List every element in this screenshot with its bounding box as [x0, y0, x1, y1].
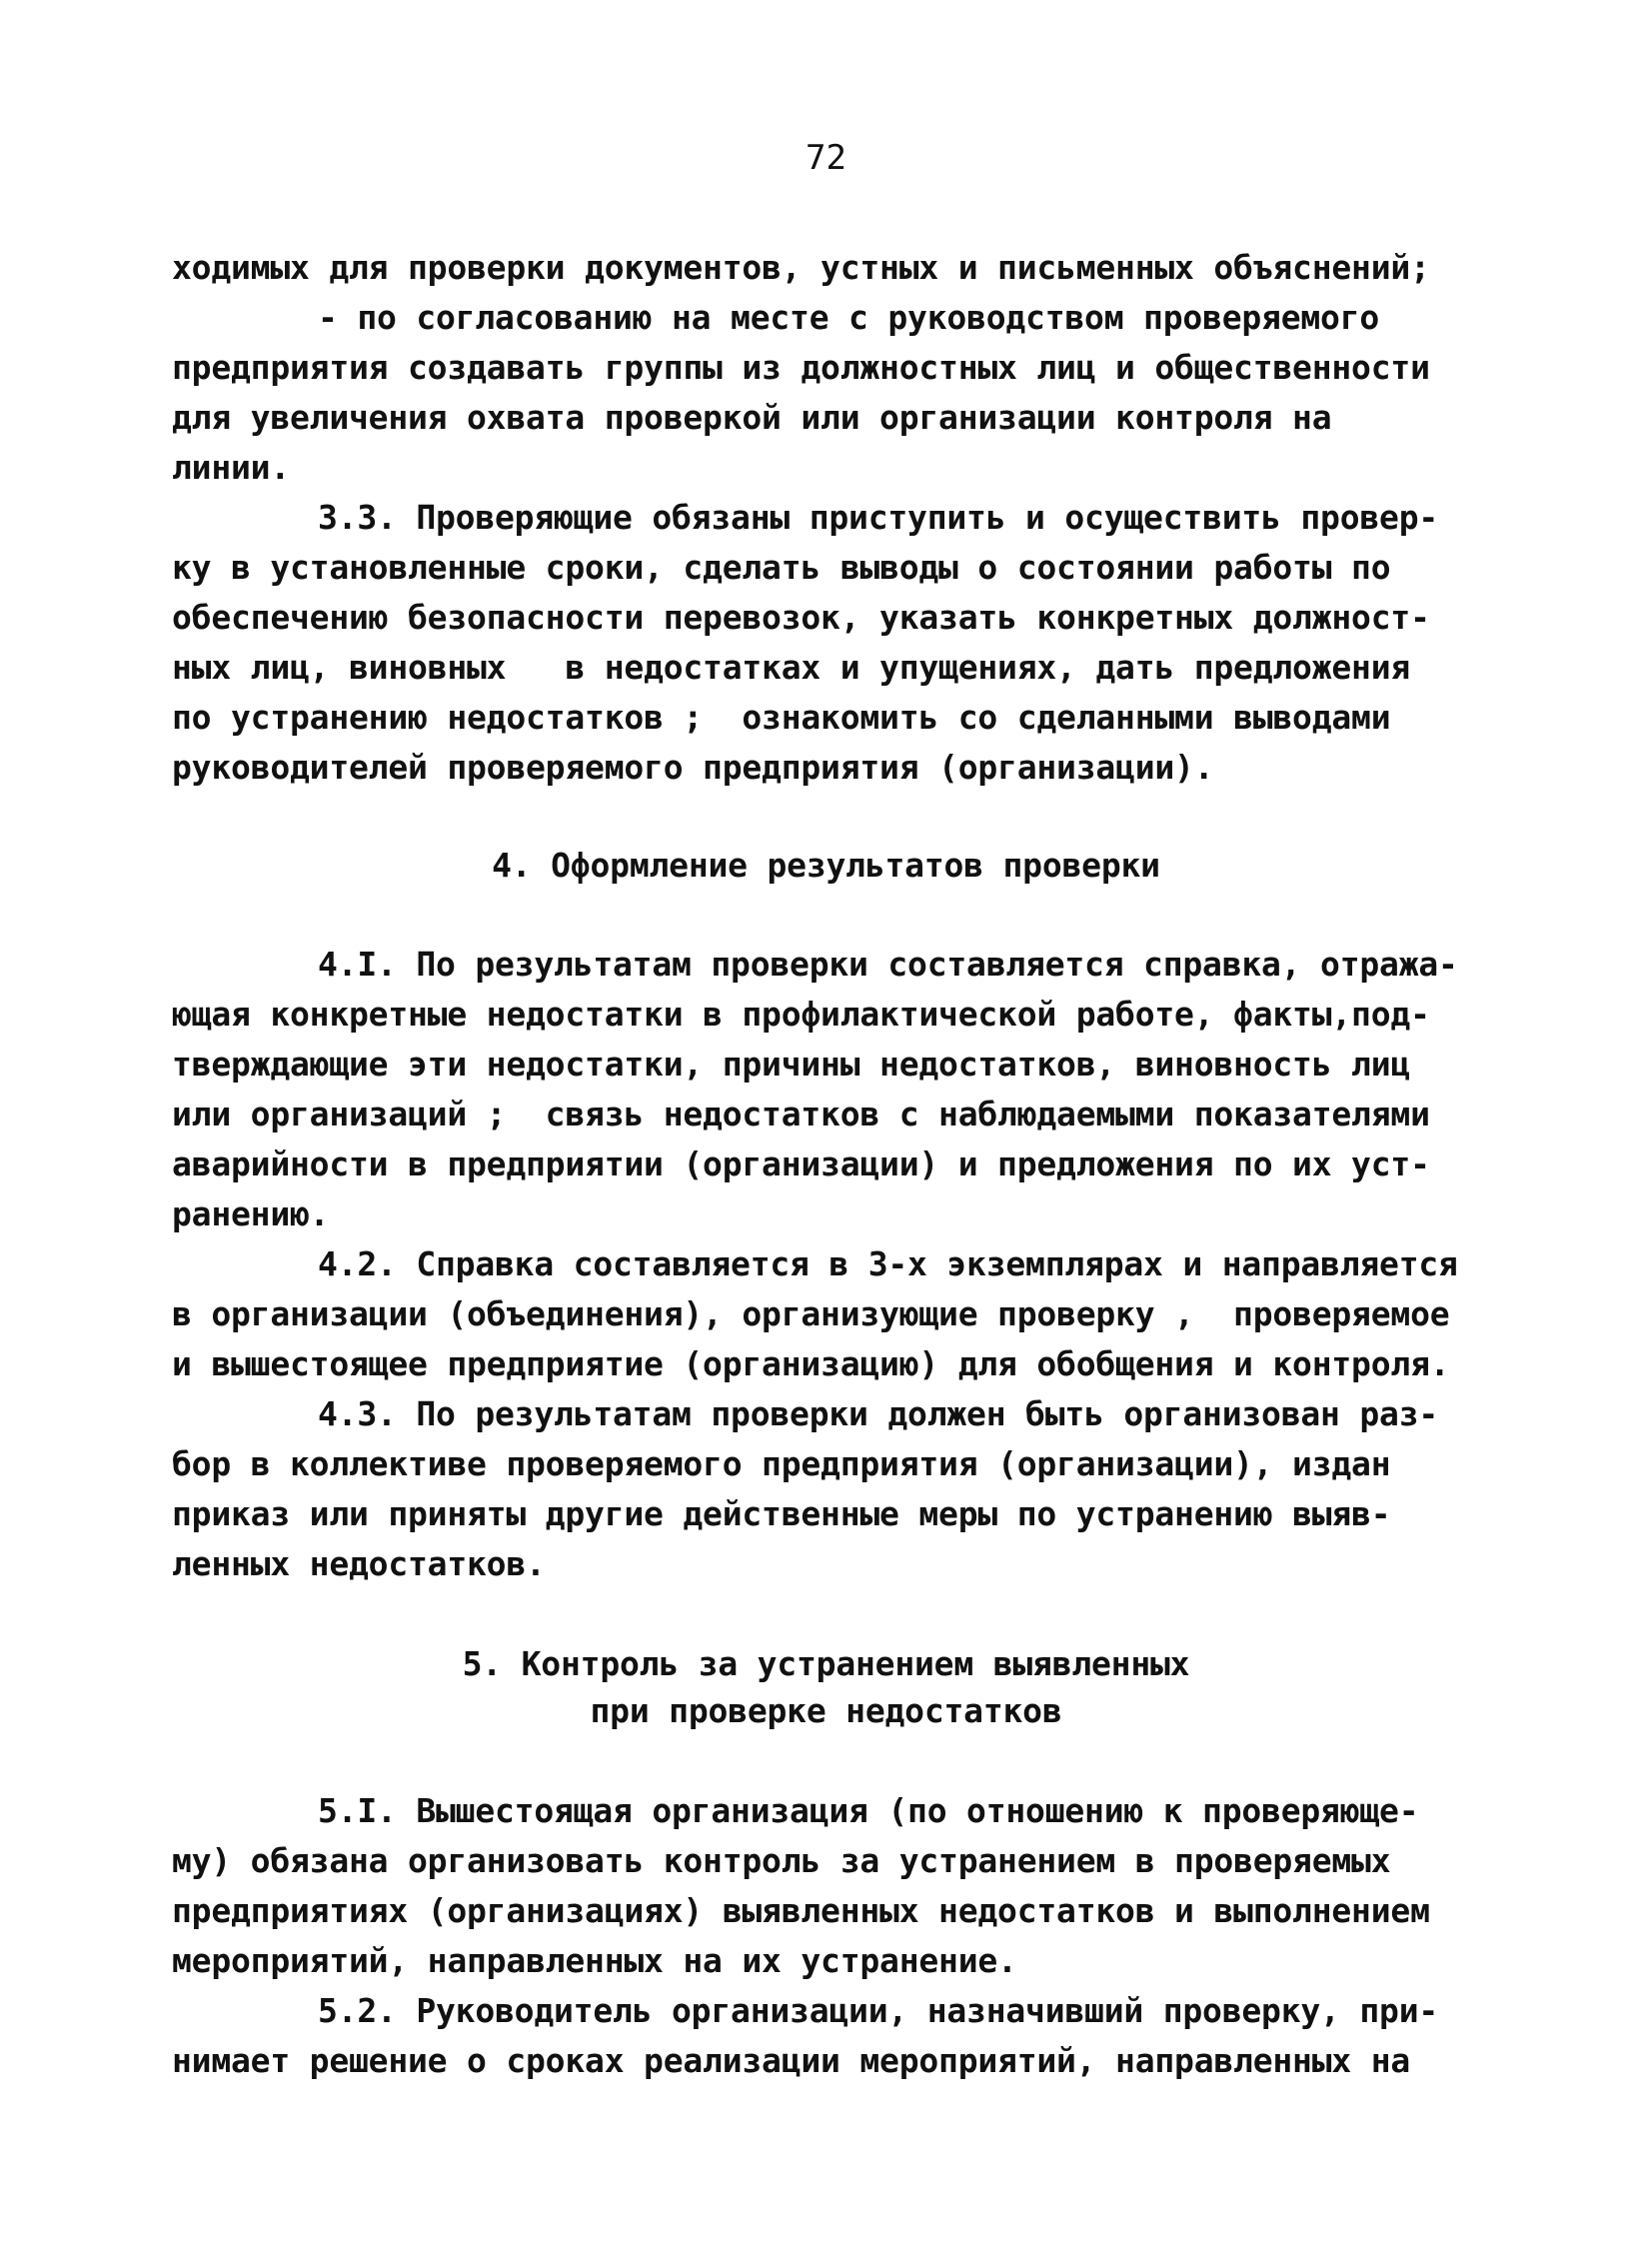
text-line: приказ или приняты другие действенные меры по устранению выяв-: [172, 1494, 1391, 1533]
text-line: ющая конкретные недостатки в профилактической работе, факты,под-: [172, 995, 1430, 1034]
text-line: 5.2. Руководитель организации, назначивший проверку, при-: [318, 1991, 1439, 2030]
text-line: ку в установленные сроки, сделать выводы о состоянии работы по: [172, 548, 1391, 587]
section-heading-5-line-2: при проверке недостатков: [590, 1691, 1062, 1730]
text-line: для увеличения охвата проверкой или организации контроля на: [172, 398, 1332, 437]
text-line: 3.3. Проверяющие обязаны приступить и осуществить провер-: [318, 498, 1439, 537]
text-line: предприятиях (организациях) выявленных недостатков и выполнением: [172, 1891, 1430, 1930]
text-line: - по согласованию на месте с руководством проверяемого: [318, 298, 1380, 337]
text-line: ленных недостатков.: [172, 1544, 546, 1583]
section-heading-4: 4. Оформление результатов проверки: [492, 846, 1160, 885]
text-line: 4.2. Справка составляется в 3-х экземплярах и направляется: [318, 1244, 1458, 1283]
text-line: 5.I. Вышестоящая организация (по отношению к проверяюще-: [318, 1791, 1419, 1830]
text-line: 4.3. По результатам проверки должен быть организован раз-: [318, 1394, 1439, 1433]
text-line: в организации (объединения), организующие проверку , проверяемое: [172, 1294, 1450, 1333]
text-line: аварийности в предприятии (организации) и предложения по их уст-: [172, 1144, 1430, 1183]
text-line: 4.I. По результатам проверки составляется справка, отража-: [318, 945, 1458, 984]
text-line: му) обязана организовать контроль за устранением в проверяемых: [172, 1841, 1391, 1880]
section-heading-5-line-1: 5. Контроль за устранением выявленных: [462, 1644, 1190, 1683]
text-line: мероприятий, направленных на их устранение.: [172, 1941, 1017, 1980]
text-line: нимает решение о сроках реализации мероприятий, направленных на: [172, 2041, 1411, 2080]
text-line: линии.: [172, 448, 291, 487]
text-line: тверждающие эти недостатки, причины недостатков, виновность лиц: [172, 1045, 1411, 1084]
text-line: по устранению недостатков ; ознакомить со сделанными выводами: [172, 698, 1391, 737]
text-line: предприятия создавать группы из должностных лиц и общественности: [172, 348, 1430, 387]
text-line: ходимых для проверки документов, устных и письменных объяснений;: [172, 248, 1430, 287]
text-line: обеспечению безопасности перевозок, указать конкретных должност-: [172, 598, 1430, 637]
text-line: руководителей проверяемого предприятия (организации).: [172, 748, 1214, 787]
text-line: бор в коллективе проверяемого предприятия (организации), издан: [172, 1444, 1391, 1483]
text-line: и вышестоящее предприятие (организацию) для обобщения и контроля.: [172, 1344, 1450, 1383]
text-line: ранению.: [172, 1194, 330, 1233]
text-line: ных лиц, виновных в недостатках и упущениях, дать предложения: [172, 648, 1411, 687]
text-line: или организаций ; связь недостатков с наблюдаемыми показателями: [172, 1095, 1430, 1133]
page-number: 72: [806, 138, 846, 178]
